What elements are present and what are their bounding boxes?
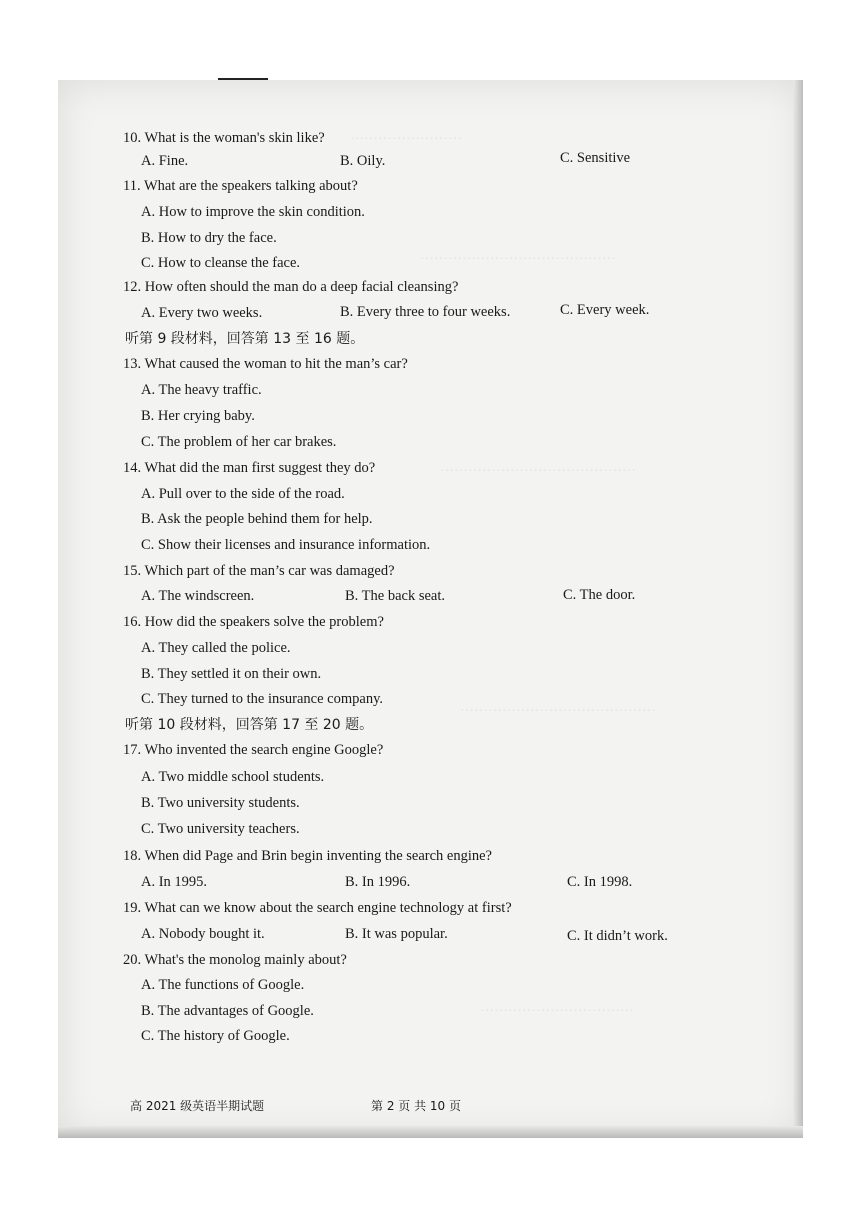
bleed-through: …………………………………… (460, 700, 656, 715)
question-15: 15. Which part of the man’s car was damaged? (123, 563, 395, 579)
footer-page-number: 第 2 页 共 10 页 (371, 1099, 461, 1113)
q16-option-a: A. They called the police. (141, 640, 291, 656)
q20-option-b: B. The advantages of Google. (141, 1003, 314, 1019)
q10-option-b: B. Oily. (340, 153, 386, 169)
q11-option-a: A. How to improve the skin condition. (141, 204, 365, 220)
q16-option-b: B. They settled it on their own. (141, 666, 322, 682)
paper-edge-shadow (793, 80, 803, 1138)
q20-option-a: A. The functions of Google. (141, 977, 305, 993)
q17-option-b: B. Two university students. (141, 795, 300, 811)
footer-exam-title: 高 2021 级英语半期试题 (130, 1099, 265, 1113)
q11-option-b: B. How to dry the face. (141, 230, 277, 246)
q14-option-c: C. Show their licenses and insurance information. (141, 537, 431, 553)
question-13: 13. What caused the woman to hit the man’s car? (123, 356, 408, 372)
q11-option-c: C. How to cleanse the face. (141, 255, 301, 271)
q19-option-a: A. Nobody bought it. (141, 926, 265, 942)
bleed-through: …………………………………… (440, 460, 636, 475)
scan-mark (218, 78, 268, 80)
question-17: 17. Who invented the search engine Google? (123, 742, 384, 758)
section-9-heading: 听第 9 段材料，回答第 13 至 16 题。 (125, 331, 365, 347)
q12-option-a: A. Every two weeks. (141, 305, 263, 321)
question-10: 10. What is the woman's skin like? (123, 130, 325, 146)
q17-option-a: A. Two middle school students. (141, 769, 325, 785)
q17-option-c: C. Two university teachers. (141, 821, 300, 837)
q18-option-b: B. In 1996. (345, 874, 411, 890)
q16-option-c: C. They turned to the insurance company. (141, 691, 384, 707)
question-18: 18. When did Page and Brin begin inventing the search engine? (123, 848, 492, 864)
q19-option-b: B. It was popular. (345, 926, 448, 942)
q10-option-c: C. Sensitive (560, 150, 631, 166)
q13-option-a: A. The heavy traffic. (141, 382, 262, 398)
bleed-through: …………………………………… (420, 248, 616, 263)
q13-option-b: B. Her crying baby. (141, 408, 255, 424)
q19-option-c: C. It didn’t work. (567, 928, 668, 944)
question-14: 14. What did the man first suggest they do? (123, 460, 376, 476)
question-11: 11. What are the speakers talking about? (123, 178, 358, 194)
q14-option-a: A. Pull over to the side of the road. (141, 486, 345, 502)
question-12: 12. How often should the man do a deep facial cleansing? (123, 279, 459, 295)
q14-option-b: B. Ask the people behind them for help. (141, 511, 373, 527)
question-16: 16. How did the speakers solve the problem? (123, 614, 384, 630)
q12-option-b: B. Every three to four weeks. (340, 304, 511, 320)
q18-option-a: A. In 1995. (141, 874, 208, 890)
paper-bottom-shadow (58, 1126, 803, 1138)
bleed-through: …………………… (350, 128, 462, 143)
q20-option-c: C. The history of Google. (141, 1028, 290, 1044)
q12-option-c: C. Every week. (560, 302, 650, 318)
q15-option-b: B. The back seat. (345, 588, 445, 604)
q15-option-c: C. The door. (563, 587, 636, 603)
q10-option-a: A. Fine. (141, 153, 189, 169)
question-20: 20. What's the monolog mainly about? (123, 952, 347, 968)
section-10-heading: 听第 10 段材料，回答第 17 至 20 题。 (125, 717, 374, 733)
q18-option-c: C. In 1998. (567, 874, 633, 890)
bleed-through: …………………………… (480, 1000, 634, 1015)
q15-option-a: A. The windscreen. (141, 588, 255, 604)
question-19: 19. What can we know about the search engine technology at first? (123, 900, 512, 916)
q13-option-c: C. The problem of her car brakes. (141, 434, 337, 450)
